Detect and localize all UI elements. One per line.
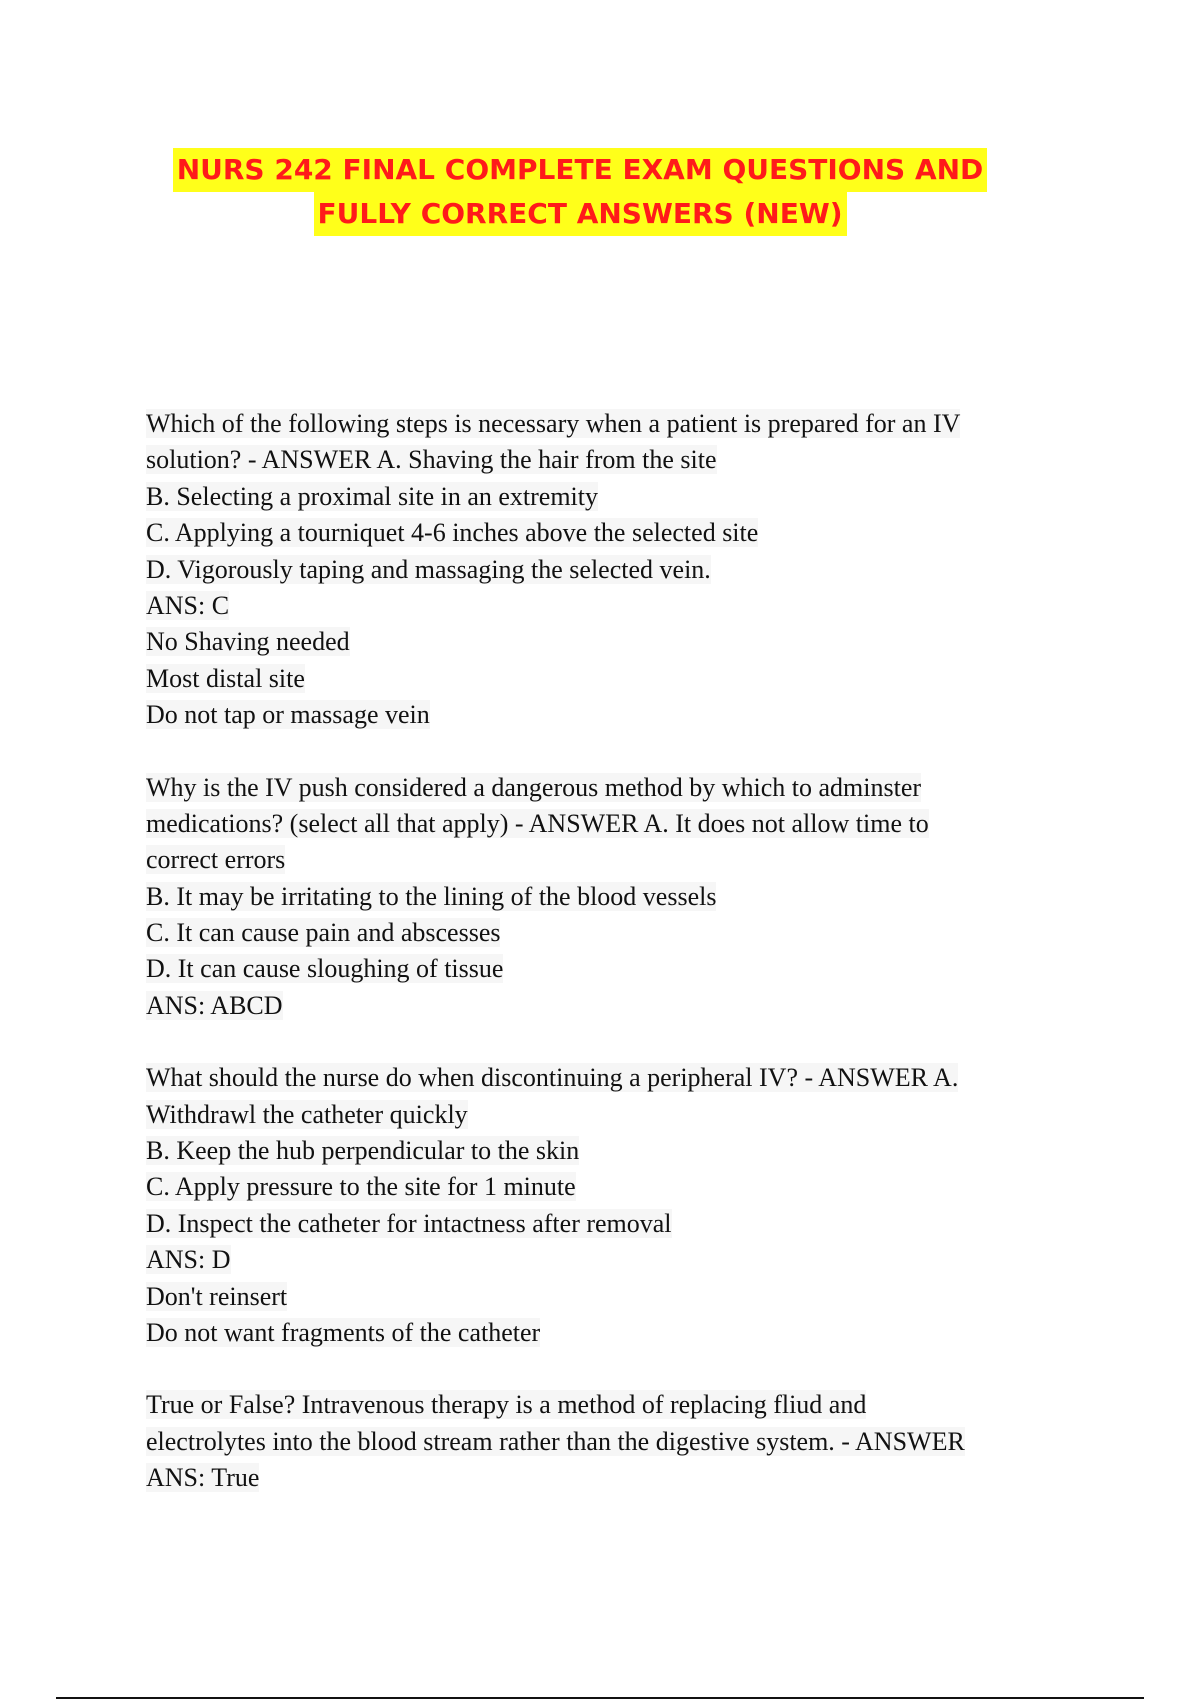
option-line: B. Selecting a proximal site in an extremity: [146, 481, 599, 511]
rationale-line: Don't reinsert: [146, 1281, 288, 1311]
question-line: Why is the IV push considered a dangerous method by which to adminster: [146, 772, 922, 802]
question-list: [146, 406, 1066, 1533]
question-line: correct errors: [146, 845, 286, 875]
option-line: B. Keep the hub perpendicular to the skin: [146, 1136, 580, 1166]
answer-line: ANS: True: [146, 1463, 260, 1493]
footer-rule: [56, 1697, 1144, 1699]
rationale-line: No Shaving needed: [146, 627, 350, 657]
title-line-2: FULLY CORRECT ANSWERS (NEW): [314, 192, 847, 236]
question-block-1: [146, 406, 1066, 734]
rationale-line: Most distal site: [146, 663, 305, 693]
question-line: Which of the following steps is necessary when a patient is prepared for an IV: [146, 409, 961, 438]
question-line: electrolytes into the blood stream rather than the digestive system. - ANSWER: [146, 1426, 965, 1456]
question-block-4: [146, 1387, 1066, 1496]
question-line: True or False? Intravenous therapy is a method of replacing fliud and: [146, 1390, 867, 1420]
option-line: D. Inspect the catheter for intactness after removal: [146, 1208, 672, 1238]
question-block-3: [146, 1060, 1066, 1351]
question-line: What should the nurse do when discontinuing a peripheral IV? - ANSWER A.: [146, 1063, 959, 1093]
option-line: B. It may be irritating to the lining of the blood vessels: [146, 881, 717, 911]
option-line: C. Applying a tourniquet 4-6 inches above the selected site: [146, 518, 759, 548]
title-line-1: NURS 242 FINAL COMPLETE EXAM QUESTIONS AND: [173, 148, 988, 192]
rationale-line: Do not tap or massage vein: [146, 700, 430, 730]
answer-line: ANS: D: [146, 1245, 231, 1275]
document-title: [0, 148, 1160, 236]
option-line: C. Apply pressure to the site for 1 minute: [146, 1172, 576, 1202]
question-line: solution? - ANSWER A. Shaving the hair from the site: [146, 445, 717, 475]
option-line: C. It can cause pain and abscesses: [146, 918, 501, 948]
option-line: D. It can cause sloughing of tissue: [146, 954, 504, 984]
answer-line: ANS: C: [146, 590, 230, 620]
option-line: D. Vigorously taping and massaging the selected vein.: [146, 554, 711, 584]
question-line: Withdrawl the catheter quickly: [146, 1099, 468, 1129]
answer-line: ANS: ABCD: [146, 990, 283, 1020]
question-line: medications? (select all that apply) - ANSWER A. It does not allow time to: [146, 808, 929, 838]
question-block-2: [146, 770, 1066, 1025]
rationale-line: Do not want fragments of the catheter: [146, 1317, 541, 1347]
